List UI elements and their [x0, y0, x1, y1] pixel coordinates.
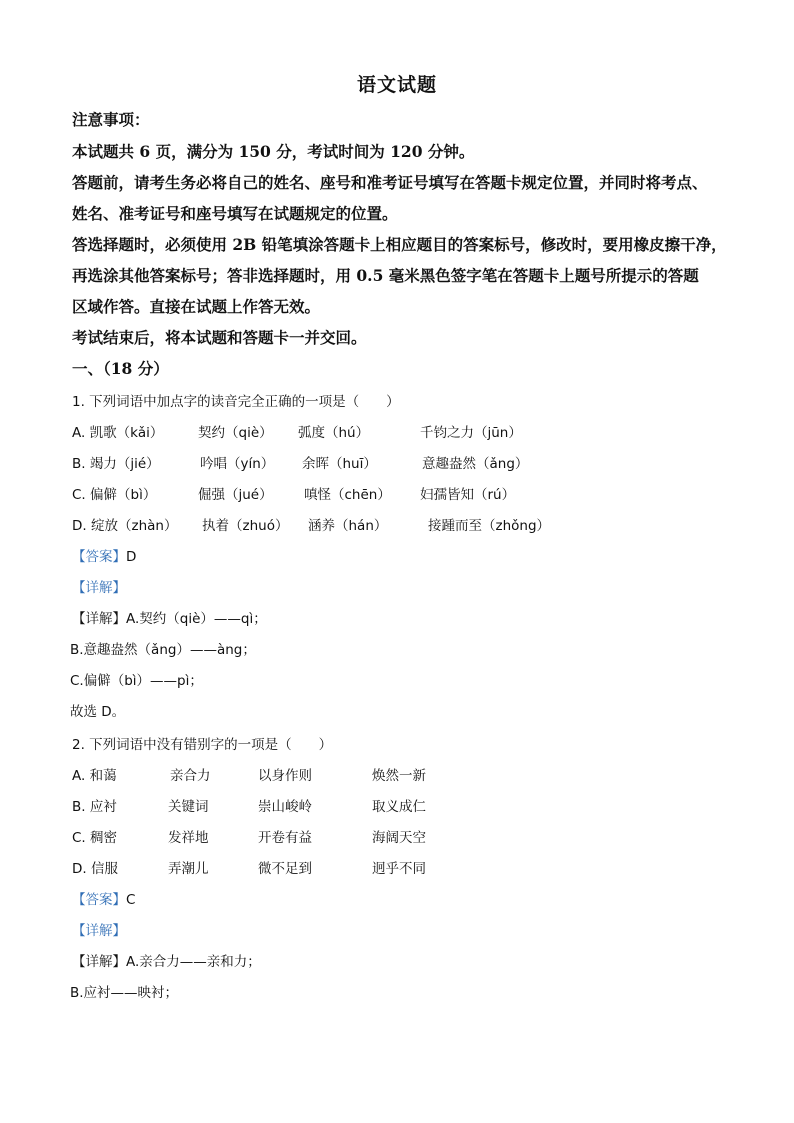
option-cell: B. 竭力（jié） — [72, 456, 160, 472]
notice-line: 再选涂其他答案标号；答非选择题时，用 0.5 毫米黑色签字笔在答题卡上题号所提示的答题 — [72, 266, 699, 285]
question-2-explain-line: B.应衬——映衬； — [70, 985, 179, 1001]
option-cell: 弄潮儿 — [168, 861, 209, 877]
option-cell: 千钧之力（jūn） — [420, 425, 522, 441]
page-title: 语文试题 — [356, 74, 437, 96]
question-2-option-b — [72, 795, 722, 815]
option-cell: 接踵而至（zhǒng） — [428, 518, 551, 534]
option-cell: 发祥地 — [168, 830, 209, 846]
question-1-stem: 1. 下列词语中加点字的读音完全正确的一项是（ ） — [72, 394, 400, 410]
question-1-explain-line: B.意趣盎然（ǎng）——àng； — [70, 642, 256, 658]
explain-text: A.契约（qiè）——qì； — [126, 611, 267, 627]
option-cell: 契约（qiè） — [198, 425, 273, 441]
notice-line: 考试结束后，将本试题和答题卡一并交回。 — [72, 328, 367, 347]
option-cell: 意趣盎然（ǎng） — [422, 456, 529, 472]
option-cell: 余晖（huī） — [302, 456, 377, 472]
answer-value: D — [126, 549, 137, 565]
section-heading: 一、（18 分） — [72, 359, 169, 378]
option-cell: 吟唱（yín） — [200, 456, 275, 472]
notice-line: 区域作答。直接在试题上作答无效。 — [72, 297, 321, 316]
option-cell: 微不足到 — [258, 861, 312, 877]
option-cell: D. 信服 — [72, 861, 118, 877]
option-cell: C. 偏僻（bì） — [72, 487, 157, 503]
option-cell: 妇孺皆知（rú） — [420, 487, 516, 503]
question-2-detail-tag: 【详解】 — [72, 923, 126, 939]
option-cell: 迥乎不同 — [372, 861, 426, 877]
option-cell: A. 和蔼 — [72, 768, 117, 784]
option-cell: C. 稠密 — [72, 830, 118, 846]
option-cell: 嗔怪（chēn） — [304, 487, 391, 503]
question-2-explain-line — [72, 950, 261, 970]
question-2-stem: 2. 下列词语中没有错别字的一项是（ ） — [72, 737, 333, 753]
option-cell: D. 绽放（zhàn） — [72, 518, 178, 534]
question-1-answer — [72, 545, 136, 565]
question-1-option-c — [72, 483, 722, 503]
option-cell: 焕然一新 — [372, 768, 426, 784]
question-1-option-d — [72, 514, 722, 534]
option-cell: 海阔天空 — [372, 830, 426, 846]
explain-text: A.亲合力——亲和力； — [126, 954, 261, 970]
option-cell: 亲合力 — [170, 768, 211, 784]
option-cell: A. 凯歌（kǎi） — [72, 425, 164, 441]
notice-line: 本试题共 6 页，满分为 150 分，考试时间为 120 分钟。 — [72, 142, 475, 161]
option-cell: 执着（zhuó） — [202, 518, 289, 534]
explain-tag: 【详解】 — [72, 954, 126, 970]
notice-heading: 注意事项： — [72, 110, 150, 129]
answer-tag: 【答案】 — [72, 549, 126, 565]
question-1-option-a — [72, 421, 722, 441]
question-1-explain-line — [72, 607, 267, 627]
question-2-option-a — [72, 764, 722, 784]
option-cell: 崇山峻岭 — [258, 799, 312, 815]
question-1-option-b — [72, 452, 722, 472]
question-1-explain-line: C.偏僻（bì）——pì； — [70, 673, 203, 689]
option-cell: 关键词 — [168, 799, 209, 815]
question-1-conclusion: 故选 D。 — [70, 704, 126, 720]
notice-line: 答题前，请考生务必将自己的姓名、座号和准考证号填写在答题卡规定位置，并同时将考点、 — [72, 173, 708, 192]
option-cell: 弧度（hú） — [298, 425, 370, 441]
answer-tag: 【答案】 — [72, 892, 126, 908]
question-2-option-d — [72, 857, 722, 877]
option-cell: 开卷有益 — [258, 830, 312, 846]
notice-line: 姓名、准考证号和座号填写在试题规定的位置。 — [72, 204, 398, 223]
question-2-option-c — [72, 826, 722, 846]
question-2-answer — [72, 888, 135, 908]
option-cell: 取义成仁 — [372, 799, 426, 815]
notice-line: 答选择题时，必须使用 2B 铅笔填涂答题卡上相应题目的答案标号，修改时，要用橡皮擦干净， — [72, 235, 727, 254]
option-cell: B. 应衬 — [72, 799, 117, 815]
question-1-detail-tag: 【详解】 — [72, 580, 126, 596]
explain-tag: 【详解】 — [72, 611, 126, 627]
option-cell: 以身作则 — [258, 768, 312, 784]
option-cell: 倔强（jué） — [198, 487, 273, 503]
answer-value: C — [126, 892, 136, 908]
option-cell: 涵养（hán） — [308, 518, 388, 534]
